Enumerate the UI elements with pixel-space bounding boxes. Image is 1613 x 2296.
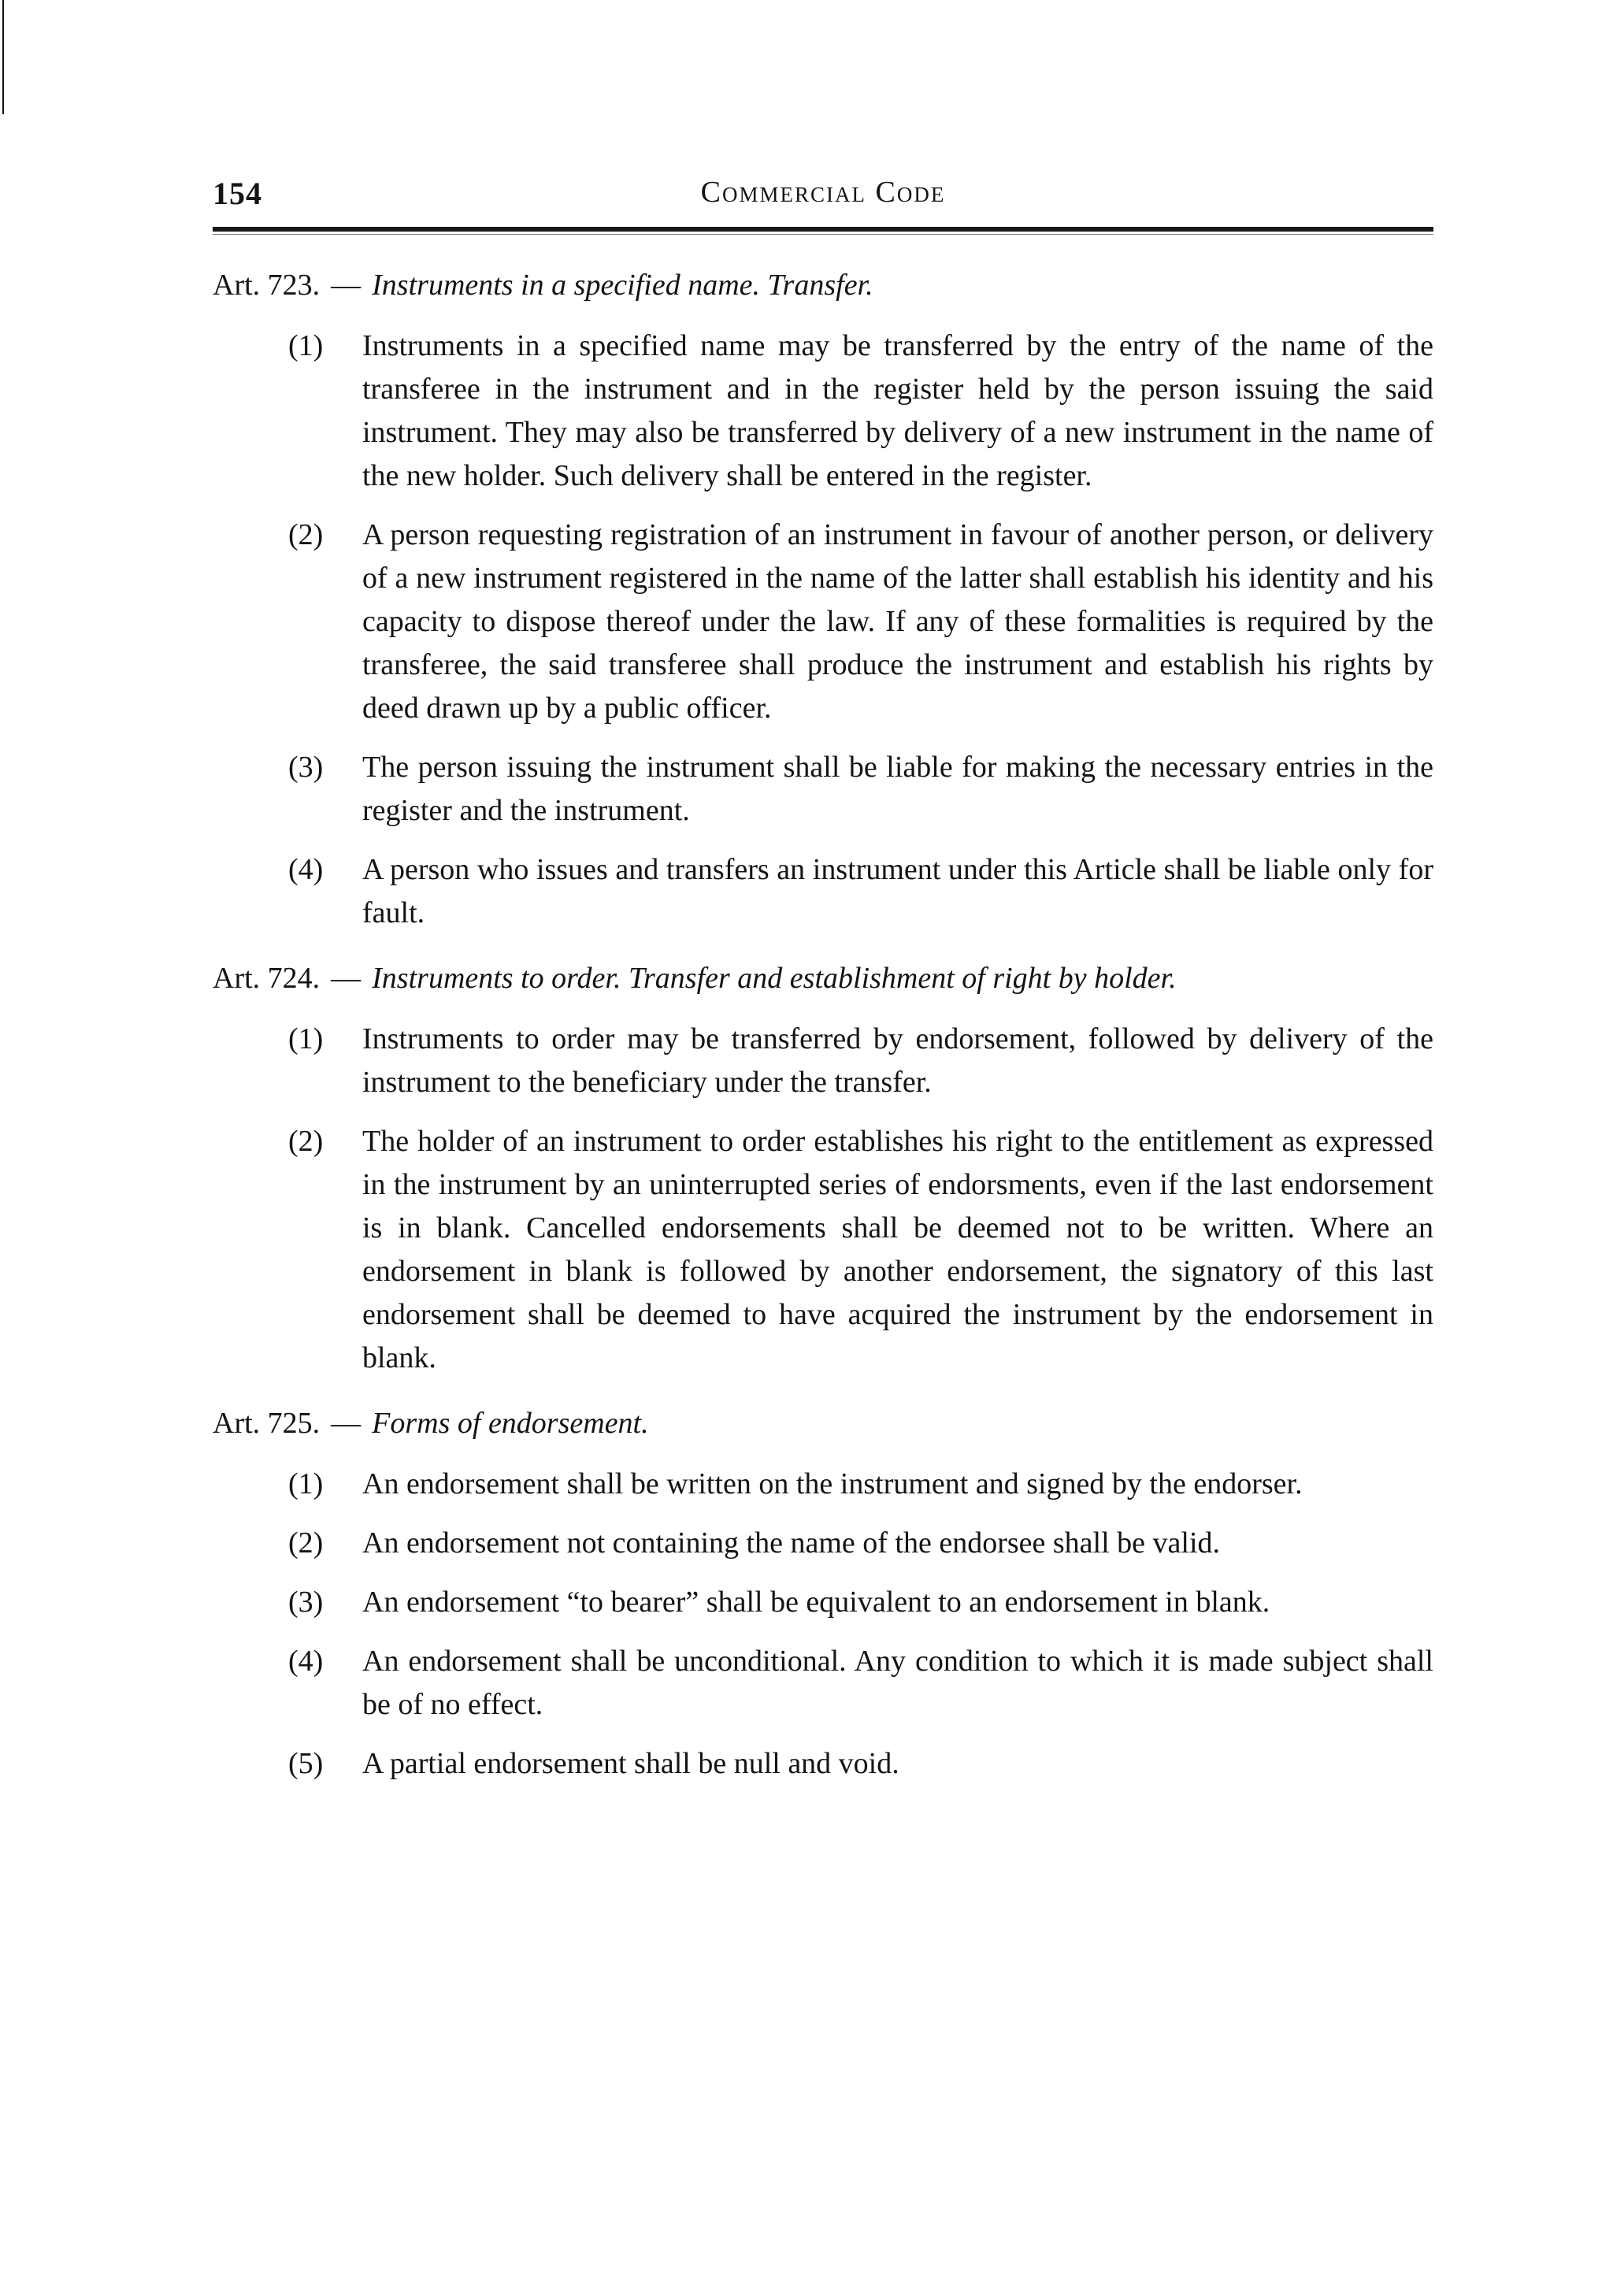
paragraph [213, 1018, 1433, 1104]
book-title: Commercial Code [700, 176, 946, 209]
paragraph-text: A partial endorsement shall be null and void. [362, 1747, 899, 1780]
paragraph-text: The person issuing the instrument shall be liable for making the necessary entries in the register and the instrument. [362, 751, 1433, 827]
page-body [213, 264, 1433, 1808]
paragraph [213, 514, 1433, 730]
article-number: Art. 723. [213, 269, 321, 302]
paragraph [213, 746, 1433, 833]
paragraph [213, 1640, 1433, 1727]
article-heading [213, 1402, 1433, 1445]
paragraph-number: (4) [288, 1645, 324, 1678]
paragraph [213, 325, 1433, 498]
paragraph-text: Instruments to order may be transferred by endorsement, followed by delivery of the instrument to the beneficiary under the transfer. [362, 1022, 1433, 1099]
paragraph-number: (1) [288, 1467, 324, 1500]
article-title: Forms of endorsement. [372, 1407, 649, 1440]
paragraph-number: (5) [288, 1747, 324, 1780]
article-725 [213, 1402, 1433, 1786]
article-dash: — [331, 962, 362, 995]
paragraph-number: (1) [288, 1022, 324, 1055]
page-number: 154 [213, 176, 262, 211]
paragraph [213, 1581, 1433, 1624]
article-dash: — [331, 1407, 362, 1440]
paragraph-text: An endorsement not containing the name of the endorsee shall be valid. [362, 1526, 1221, 1560]
paragraph [213, 1742, 1433, 1786]
paragraph-text: Instruments in a specified name may be transferred by the entry of the name of the transferee in the instrument and in the register held by the person issuing the said instrument. They may also be transferred by delivery of a new instrument in the name of the new holder. Such delivery shall be entered in the register. [362, 329, 1433, 492]
article-number: Art. 724. [213, 962, 321, 995]
paragraph-number: (3) [288, 751, 324, 784]
article-723 [213, 264, 1433, 935]
paragraph [213, 1120, 1433, 1380]
paragraph-text: An endorsement “to bearer” shall be equivalent to an endorsement in blank. [362, 1586, 1270, 1619]
header-rule [213, 227, 1433, 232]
paragraph-number: (2) [288, 1526, 324, 1560]
article-title: Instruments to order. Transfer and establishment of right by holder. [372, 962, 1177, 995]
paragraph [213, 1522, 1433, 1565]
paragraph-number: (3) [288, 1586, 324, 1619]
paragraph-number: (2) [288, 1125, 324, 1158]
paragraph-text: A person requesting registration of an instrument in favour of another person, or delivery of a new instrument registered in the name of the latter shall establish his identity and his capacity to dispose thereof under the law. If any of these formalities is required by the transferee, the said transferee shall produce the instrument and establish his rights by deed drawn up by a public officer. [362, 518, 1433, 725]
paragraph-number: (2) [288, 518, 324, 551]
running-head [213, 175, 1433, 222]
header-rule-thin [213, 234, 1433, 235]
article-title: Instruments in a specified name. Transfer. [372, 269, 873, 302]
paragraph [213, 848, 1433, 935]
paragraph-number: (1) [288, 329, 324, 362]
scan-edge-line [2, 0, 4, 114]
paragraph [213, 1463, 1433, 1506]
article-724 [213, 957, 1433, 1380]
article-heading [213, 264, 1433, 307]
article-heading [213, 957, 1433, 1000]
paragraph-text: A person who issues and transfers an instrument under this Article shall be liable only for fault. [362, 853, 1433, 929]
paragraph-text: An endorsement shall be written on the instrument and signed by the endorser. [362, 1467, 1303, 1500]
paragraph-text: An endorsement shall be unconditional. Any condition to which it is made subject shall be of no effect. [362, 1645, 1433, 1721]
article-dash: — [331, 269, 362, 302]
article-number: Art. 725. [213, 1407, 321, 1440]
paragraph-text: The holder of an instrument to order establishes his right to the entitlement as expressed in the instrument by an uninterrupted series of endorsments, even if the last endorsement is in blank. Cancelled endorsements shall be deemed not to be written. Where an endorsement in blank is followed by another endorsement, the signatory of this last endorsement shall be deemed to have acquired the instrument by the endorsement in blank. [362, 1125, 1433, 1374]
paragraph-number: (4) [288, 853, 324, 886]
